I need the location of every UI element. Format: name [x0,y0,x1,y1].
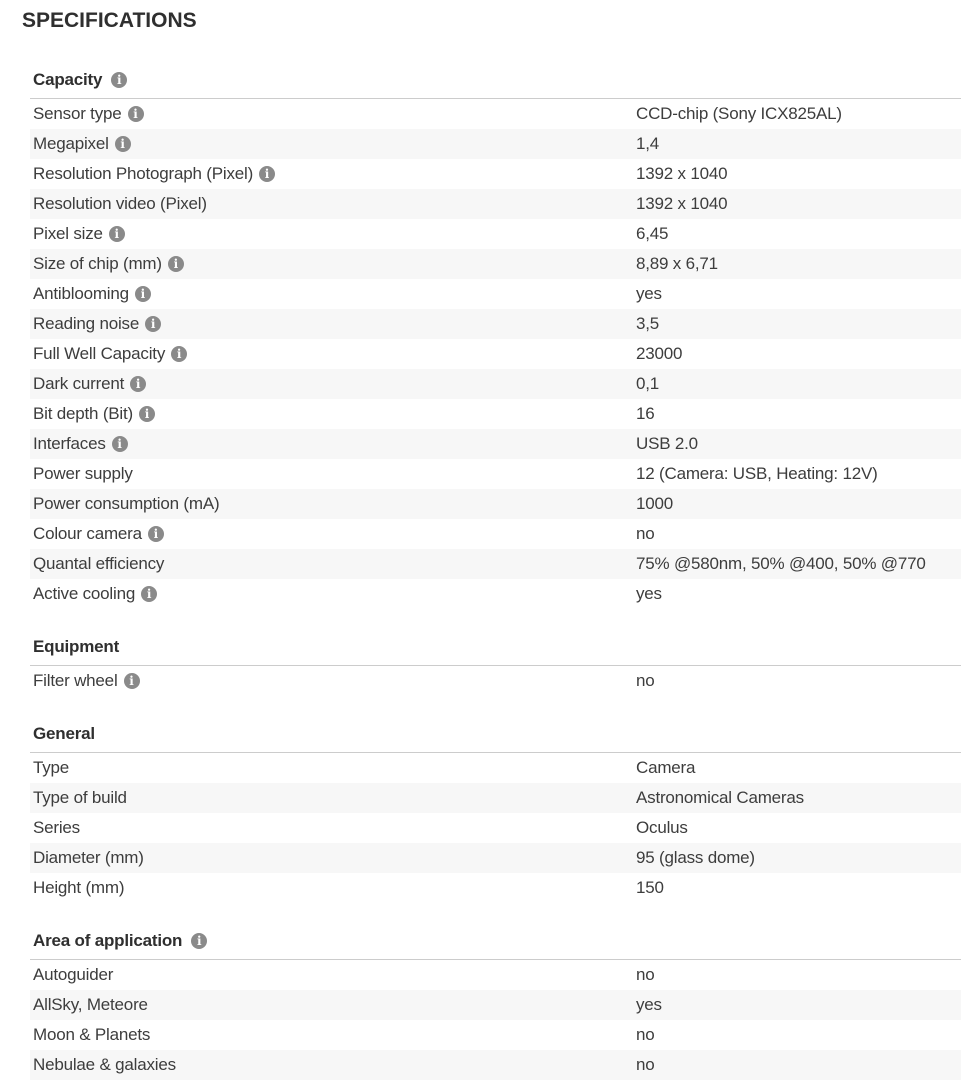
row-value: 150 [636,878,664,897]
row-label [30,1050,636,1080]
row-label [30,1020,636,1050]
section-title: General [33,724,95,743]
row-value: 3,5 [636,314,660,333]
row-label [30,843,636,873]
row-value: yes [636,995,662,1014]
info-icon[interactable]: i [115,136,131,152]
table-row [30,753,961,783]
row-value: 8,89 x 6,71 [636,254,718,273]
section-title: Capacity [33,70,103,89]
row-label [30,249,636,279]
row-label [30,813,636,843]
table-row [30,219,961,249]
row-label-text: Dark current [33,374,125,393]
row-label [30,129,636,159]
table-row [30,1020,961,1050]
table-row [30,99,961,129]
section-equipment [30,636,961,696]
info-icon[interactable]: i [111,72,127,88]
section-header [30,636,961,666]
section-general [30,723,961,903]
row-label-text: Colour camera [33,524,142,543]
row-label [30,459,636,489]
row-value: 95 (glass dome) [636,848,755,867]
row-value: no [636,524,655,543]
row-label [30,99,636,129]
section-title: Area of application [33,931,183,950]
row-value: yes [636,584,662,603]
row-value: 1000 [636,494,674,513]
row-value: 16 [636,404,655,423]
row-value: no [636,1055,655,1074]
table-row [30,549,961,579]
table-row [30,990,961,1020]
table-row [30,309,961,339]
row-value: 1392 x 1040 [636,194,728,213]
table-row [30,339,961,369]
row-label-text: Power supply [33,464,133,483]
info-icon[interactable]: i [191,933,207,949]
info-icon[interactable]: i [128,106,144,122]
row-label-text: Diameter (mm) [33,848,144,867]
table-row [30,249,961,279]
row-value: no [636,965,655,984]
table-row [30,873,961,903]
table-row [30,489,961,519]
row-label [30,783,636,813]
row-label-text: Autoguider [33,965,114,984]
table-row [30,813,961,843]
info-icon[interactable]: i [135,286,151,302]
table-row [30,369,961,399]
section-title: Equipment [33,637,120,656]
row-value: 23000 [636,344,683,363]
row-label-text: Filter wheel [33,671,118,690]
row-label-text: AllSky, Meteore [33,995,148,1014]
row-label-text: Resolution video (Pixel) [33,194,207,213]
row-label [30,666,636,696]
row-value: no [636,1025,655,1044]
row-label [30,369,636,399]
row-label-text: Bit depth (Bit) [33,404,133,423]
table-row [30,1050,961,1080]
table-row [30,666,961,696]
row-value: 0,1 [636,374,660,393]
row-label-text: Antiblooming [33,284,129,303]
row-label [30,339,636,369]
row-label-text: Type of build [33,788,127,807]
section-header [30,723,961,753]
row-value: no [636,671,655,690]
section-capacity [30,69,961,609]
info-icon[interactable]: i [148,526,164,542]
row-label-text: Quantal efficiency [33,554,165,573]
table-row [30,429,961,459]
row-label-text: Moon & Planets [33,1025,151,1044]
row-label [30,429,636,459]
info-icon[interactable]: i [130,376,146,392]
row-label [30,873,636,903]
row-label-text: Reading noise [33,314,140,333]
row-label [30,189,636,219]
row-label [30,159,636,189]
row-label [30,309,636,339]
row-label [30,519,636,549]
row-value: 12 (Camera: USB, Heating: 12V) [636,464,878,483]
row-label-text: Active cooling [33,584,136,603]
row-label-text: Interfaces [33,434,106,453]
row-label-text: Resolution Photograph (Pixel) [33,164,254,183]
row-label [30,579,636,609]
row-label-text: Series [33,818,80,837]
info-icon[interactable]: i [141,586,157,602]
row-label [30,279,636,309]
table-row [30,843,961,873]
row-label [30,399,636,429]
table-row [30,783,961,813]
table-row [30,579,961,609]
row-label-text: Megapixel [33,134,109,153]
row-label-text: Type [33,758,70,777]
info-icon[interactable]: i [109,226,125,242]
row-value: Astronomical Cameras [636,788,804,807]
row-label-text: Full Well Capacity [33,344,166,363]
row-value: 1,4 [636,134,660,153]
row-value: yes [636,284,662,303]
info-icon[interactable]: i [168,256,184,272]
table-row [30,279,961,309]
row-label-text: Pixel size [33,224,103,243]
row-label [30,753,636,783]
section-header [30,930,961,960]
info-icon[interactable]: i [259,166,275,182]
table-row [30,129,961,159]
row-label-text: Height (mm) [33,878,125,897]
table-row [30,189,961,219]
row-value: CCD-chip (Sony ICX825AL) [636,104,842,123]
row-label [30,990,636,1020]
row-label [30,549,636,579]
row-label [30,219,636,249]
section-area-of-application [30,930,961,1080]
row-label-text: Nebulae & galaxies [33,1055,176,1074]
row-label-text: Power consumption (mA) [33,494,220,513]
row-value: Camera [636,758,696,777]
row-value: 6,45 [636,224,669,243]
section-header [30,69,961,99]
page-title: SPECIFICATIONS [22,9,197,32]
table-row [30,960,961,990]
table-row [30,159,961,189]
info-icon[interactable]: i [112,436,128,452]
row-label-text: Sensor type [33,104,122,123]
table-row [30,519,961,549]
row-value: USB 2.0 [636,434,698,453]
specifications-table [30,69,961,1080]
info-icon[interactable]: i [145,316,161,332]
row-value: 75% @580nm, 50% @400, 50% @770 [636,554,926,573]
row-value: Oculus [636,818,688,837]
row-label-text: Size of chip (mm) [33,254,162,273]
row-label [30,489,636,519]
info-icon[interactable]: i [171,346,187,362]
info-icon[interactable]: i [139,406,155,422]
table-row [30,399,961,429]
info-icon[interactable]: i [124,673,140,689]
row-value: 1392 x 1040 [636,164,728,183]
row-label [30,960,636,990]
table-row [30,459,961,489]
